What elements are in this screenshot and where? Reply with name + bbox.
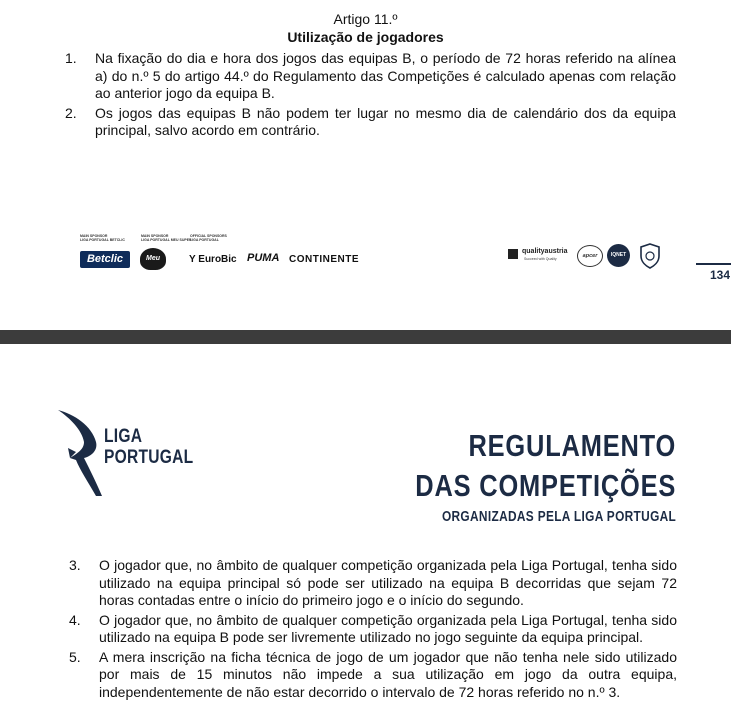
list-item <box>65 104 676 140</box>
page-number: 134 <box>709 268 730 282</box>
sponsor-caption: OFFICIAL SPONSORS LIGA PORTUGAL <box>190 234 227 242</box>
sponsor-logos <box>80 234 380 284</box>
document-page-top <box>0 0 731 330</box>
item-number: 2. <box>65 104 77 121</box>
article-number: Artigo 11.º <box>333 11 398 27</box>
document-title <box>358 426 676 526</box>
meusuper-logo: Meu Super <box>140 248 166 270</box>
sponsor-caption: MAIN SPONSOR LIGA PORTUGAL MEU SUPER <box>141 234 192 242</box>
list-item <box>69 611 677 647</box>
item-text: A mera inscrição na ficha técnica de jogo de um jogador que não tenha nele sido utilizado por mais de 15 minutos não impede a sua utilização em jogo da outra equipa, independentemente de não estar decorrido o intervalo de 72 horas referido no n.º 3. <box>99 648 677 700</box>
item-text: Os jogos das equipas B não podem ter lugar no mesmo dia de calendário dos da equipa principal, salvo acordo em contrário. <box>95 104 676 138</box>
title-line-1: REGULAMENTO <box>468 428 676 463</box>
title-subtitle: ORGANIZADAS PELA LIGA PORTUGAL <box>441 509 676 525</box>
title-line-2: DAS COMPETIÇÕES <box>415 468 676 503</box>
list-item <box>69 557 677 610</box>
liga-portugal-emblem-icon <box>56 408 104 498</box>
item-text: O jogador que, no âmbito de qualquer competição organizada pela Liga Portugal, tenha sido utilizado na equipa principal só pode ser utilizado na equipa B decorridas que sejam 72 horas contadas entre o início do primeiro jogo e o início do segundo. <box>99 557 677 608</box>
eurobic-y-icon: Y <box>189 254 196 265</box>
article-items-list-continued <box>69 557 677 703</box>
list-item <box>69 648 677 702</box>
continente-logo: CONTINENTE <box>289 254 359 265</box>
list-item <box>65 50 676 103</box>
liga-portugal-wordmark: LIGA PORTUGAL <box>104 426 194 468</box>
item-number: 3. <box>69 557 81 573</box>
apcer-logo: apcer <box>577 245 603 267</box>
sponsor-caption: MAIN SPONSOR LIGA PORTUGAL BETCLIC <box>80 234 125 242</box>
qualityaustria-tagline: Succeed with Quality <box>524 257 557 261</box>
item-number: 5. <box>69 648 81 665</box>
iqnet-logo: IQNET <box>607 244 630 267</box>
page-divider <box>0 330 731 344</box>
qualityaustria-logo: qualityaustria <box>522 248 568 255</box>
item-text: O jogador que, no âmbito de qualquer competição organizada pela Liga Portugal, tenha sido utilizado na equipa B pode ser livremente utilizado no jogo seguinte da equipa principal. <box>99 611 677 645</box>
item-number: 4. <box>69 611 81 628</box>
betclic-logo: Betclic <box>80 251 130 268</box>
page-number-rule <box>696 263 731 265</box>
article-items-list <box>65 50 676 142</box>
item-text: Na fixação do dia e hora dos jogos das equipas B, o período de 72 horas referido na alínea a) do n.º 5 do artigo 44.º do Regulamento das Competições é calculado apenas com relação ao anterior jogo da equipa B. <box>95 50 676 101</box>
article-title: Utilização de jogadores <box>287 29 444 45</box>
eurobic-logo: Y EuroBic <box>189 254 237 265</box>
shield-icon <box>639 243 661 269</box>
item-number: 1. <box>65 50 77 66</box>
certification-logos <box>508 243 668 271</box>
liga-portugal-logo <box>56 408 206 498</box>
qualityaustria-icon <box>508 249 518 259</box>
puma-logo: PUMA <box>247 252 280 264</box>
